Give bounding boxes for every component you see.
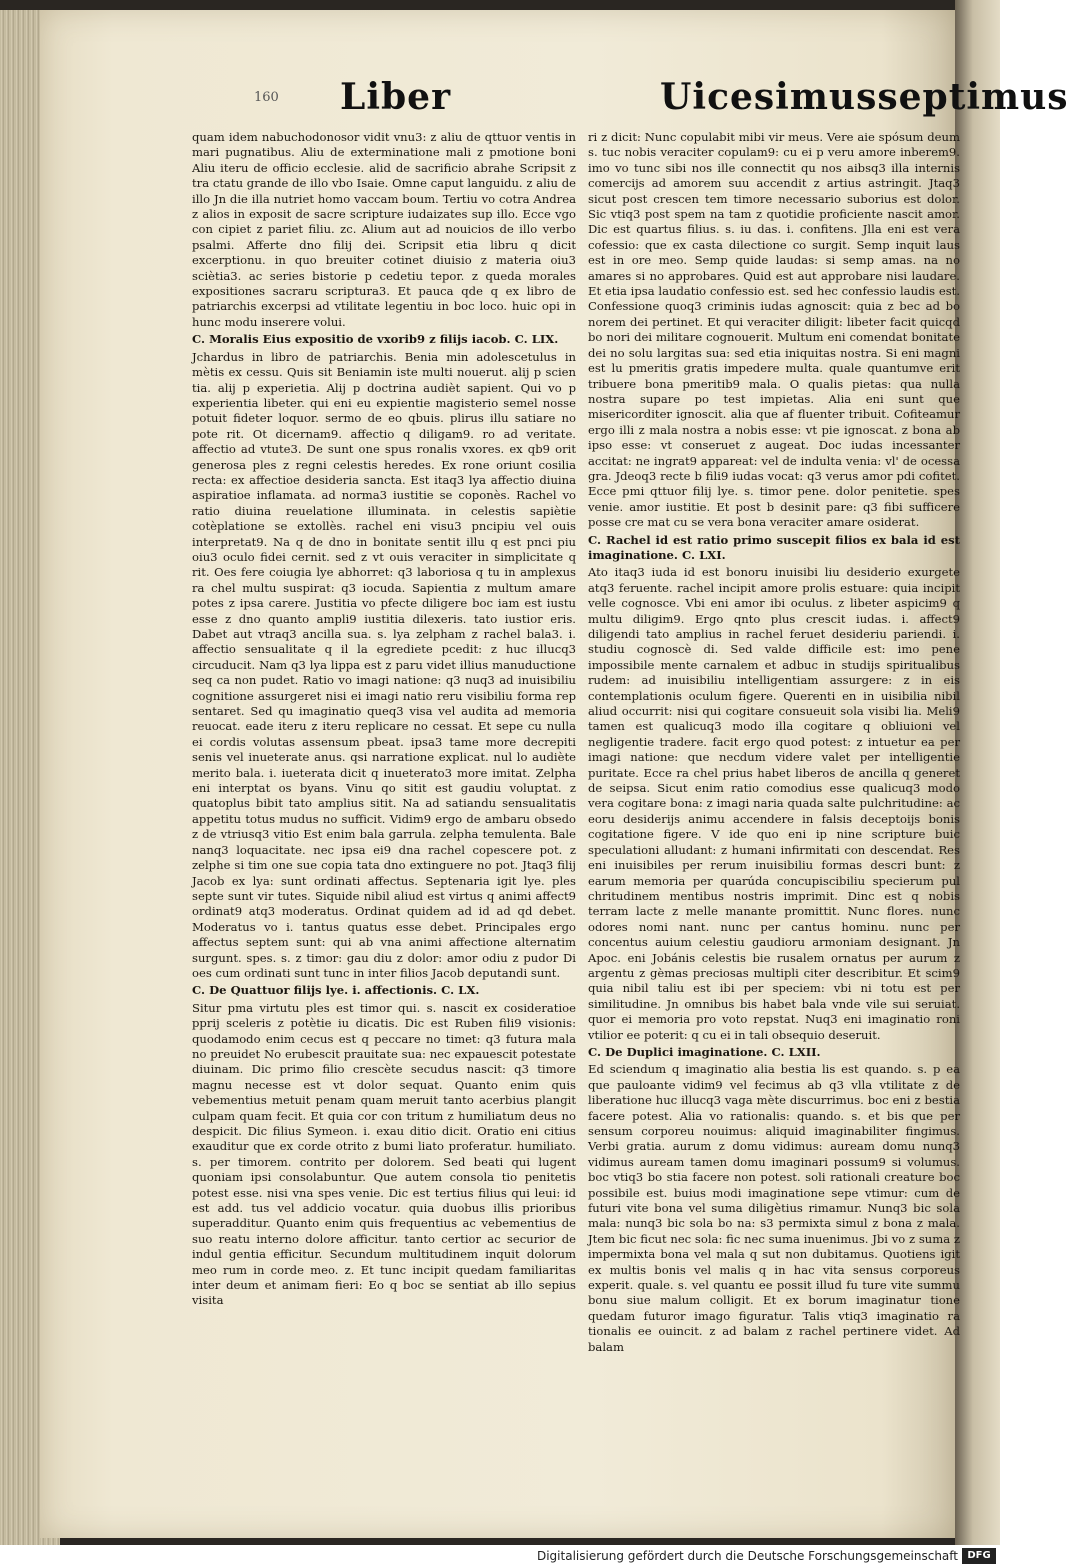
- dfg-logo-icon: DFG: [962, 1548, 996, 1564]
- left-column: [192, 130, 576, 1309]
- funding-credit: Digitalisierung gefördert durch die Deutsche Forschungsgemeinschaft: [536, 1549, 958, 1563]
- footer-bar: [0, 1545, 1000, 1568]
- book-spine: [955, 0, 1000, 1545]
- paragraph: Ed sciendum q imaginatio alia bestia lis est quando. s. p ea que pauloante vidim9 vel fecimus ab q3 vlla vtilitate z de liberatione huc illucq3 vaga mète discurrimus. boc eni z bestia facere potest. Alia vo rationalis: quando. s. et bis que per sensum corporeu nouimus: aliquid imaginabiliter fingimus. Verbi gratia. aurum z domu vidimus: auream domu nunq3 vidimus auream tamen domu imaginari possum9 si volumus. boc vtiq3 bo stia facere non potest. soli rationali creature boc possibile est. buius modi imaginatione sepe vtimur: cum de futuri vite bona vel suma diligètius rimamur. Nunq3 bic sola mala: nunq3 bic sola bo na: s3 permixta simul z bona z mala. Jtem bic ficut nec sola: fic nec suma inuenimus. Jbi vo z suma z impermixta bona vel mala q sut non dubitamus. Quotiens igit ex multis bonis vel malis q in hac vita sensus corporeus experit. quale. s. vel quantu ee possit illud fu ture vite summu bonu siue malum colligit. Et ex borum imaginatur tione quedam futuror imago figuratur. Talis vtiq3 imaginatio ra tionalis ee ouincit. z ad balam z rachel pertinere videt. Ad balam: [588, 1062, 960, 1354]
- running-head-left: Liber: [340, 76, 452, 118]
- chapter-heading: C. Rachel id est ratio primo suscepit filios ex bala id est imaginatione. C. LXI.: [588, 532, 960, 562]
- running-head: [190, 76, 1069, 126]
- paragraph: ri z dicit: Nunc copulabit mibi vir meus. Vere aie spósum deum s. tuc nobis veraciter copulam9: cu ei p veru amore inberem9. imo vo tunc sibi nos ille connectit qu nos aibsq3 illa internis comercijs ad amorem suu accendit z artius astringit. Jtaq3 sicut post crescen tem timore necessario suborius est dolor. Sic vtiq3 post spem na tam z quotidie proficiente nascit amor. Dic est quartus filius. s. iu das. i. confitens. Jlla eni est vera cofessio: que ex casta dilectione co surgit. Semp inquit laus est in ore meo. Semp quide laudas: si semp amas. na no amares si no approbares. Quid est aut approbare nisi laudare. Et etia ipsa laudatio confessio est. sed hec confessio laudis est. Confessione quoq3 criminis iudas agnoscit: quia z bec ad bo norem dei pertinet. Et qui veraciter diligit: libeter facit quicqd bo nori dei militare cognouerit. Multum eni comendat bonitate dei no solu largitas sua: sed etia iniquitas nostra. Si eni magni est lu pmeritis gratis impedere multa. quale quantumve erit tribuere bona pmeritib9 mala. O qualis pietas: qua nulla nostra supare po test impietas. Alia eni sunt que misericorditer ignoscit. alia que af fluenter tribuit. Cofiteamur ergo illi z mala nostra a nobis esse: vt pie ignoscat. z bona ab ipso esse: vt conseruet z augeat. Doc iudas incessanter accitat: ne ingrat9 appareat: vel de indulta venia: vl' de ocessa gra. Jdeoq3 recte b fili9 iudas vocat: q3 verus amor pdi cofitet. Ecce pmi qttuor filij lye. s. timor pene. dolor penitetie. spes venie. amor iustitie. Et post b desinit pare: q3 fibi sufficere posse cre mat cu se vera bona veraciter amare osiderat.: [588, 130, 960, 530]
- right-column: [588, 130, 960, 1355]
- paragraph: Jchardus in libro de patriarchis. Benia min adolescetulus in mètis ex cessu. Quis sit Beniamin iste multi nouerut. alij p scien tia. alij p experietia. Alij p doctrina audièt sapient. Qui vo p experientia libeter. qui eni eu expientie magisterio semel nosse potuit fideter loquor. sermo de eo qbuis. plirus illu satiare no pote rit. Ot dicernam9. affectio q diligam9. ro ad veritate. affectio ad vtute3. De sunt one spus ronalis vxores. ex qb9 orit generosa ples z regni celestis heredes. Ex rone oriunt cosilia recta: ex affectioe desideria sancta. Est itaq3 lya affectio diuina aspiratioe inflamata. ad norma3 iustitie se coponès. Rachel vo ratio diuina reuelatione illuminata. in celestis sapiètie cotèplatione se extollès. rachel eni visu3 pncipiu vel ouis interpretat9. Na q de dno in bonitate sentit illu q est pnci piu oiu3 oculo fidei cernit. sed z vt ouis veraciter in simplicitate q rit. Oes fere coiugia lye abhorret: q3 laboriosa q tu in amplexus ra chel multu suspirat: q3 iocuda. Sapientia z multum amare potes z ipsa carere. Justitia vo pfecte diligere boc iam est iustu esse z dno quanto ampli9 iustitia dilexeris. tato iustior eris. Dabet aut vtraq3 ancilla sua. s. lya zelpham z rachel bala3. i. affectio sensualitate q il la egrediete pcedit: z huc illucq3 circuducit. Nam q3 lya lippa est z paru videt illius manuductione seq ca non pudet. Ratio vo imagi natione: q3 nuq3 ad inuisibiliu cognitione assurgeret nisi ei imagi natio reru visibiliu forma rep sentaret. Sed qu imaginatio queq3 visa vel audita ad memoria reuocat. eade iteru z iteru replicare no cessat. Et sepe cu nulla ei cordis volutas assensum pbeat. ipsa3 tame more decrepiti senis vel inueterate anus. qsi narratione explicat. nul lo audiète merito bala. i. iueterata dicit q inueterato3 more imitat. Zelpha eni interptat os byans. Vinu qo sitit est gaudiu voluptat. z quatoplus bibit tato amplius sitit. Na ad satiandu sensualitatis appetitu totus mudus no sufficit. Vidim9 ergo de ambaru obsedo z de vtriusq3 vitio Est enim bala garrula. zelpha temulenta. Bale nanq3 loquacitate. nec ipsa ei9 dna rachel copescere pot. z zelphe si tim one sue copia tata dno extinguere no pot. Jtaq3 filij Jacob ex lya: sunt ordinati affectus. Septenaria igit lye. ples septe sunt vir tutes. Siquide nibil aliud est virtus q animi affect9 ordinat9 atq3 moderatus. Ordinat quidem ad id ad qd debet. Moderatus vo i. tantus quatus esse debet. Principales ergo affectus septem sunt: qui ab vna animi affectione alternatim surgunt. spes. s. z timor: gau diu z dolor: amor odiu z pudor Di oes cum ordinati sunt tunc in inter filios Jacob deputandi sunt.: [192, 349, 576, 980]
- chapter-heading: C. De Quattuor filijs lye. i. affectionis. C. LX.: [192, 983, 480, 998]
- paragraph: Ato itaq3 iuda id est bonoru inuisibi liu desiderio exurgete atq3 feruente. rachel incipit amore prolis estuare: quia incipit velle cognosce. Vbi eni amor ibi oculus. z libeter aspicim9 q multu diligim9. Ergo qnto plus crescit iudas. i. affect9 diligendi tato amplius in rachel feruet desideriu pariendi. i. studiu cognoscè di. Sed valde difficile est: imo pene impossibile mente carnalem et adbuc in studijs spiritualibus rudem: ad inuisibiliu intelligentiam assurgere: z in eis contemplationis oculum figere. Querenti en in uisibilia nibil aliud occurrit: nisi qui cogitare consueuit sola visibi lia. Meli9 tamen est qualicuq3 modo illa cogitare q obliuioni vel negligentie tradere. facit ergo quod potest: z intuetur ea per imagi natione: que necdum videre valet per intelligentie puritate. Ecce ra chel prius habet liberos de ancilla q generet de seipsa. Sicut enim ratio comodius esse qualicuq3 modo vera cogitare bona: z imagi naria quada salte pulchritudine: ac eoru desiderijs animu accendere in falsis deceptoijs bonis cogitatione figere. V ide quo eni ip nine scripture buic speculationi alludant: z humani infirmitati con descendat. Res eni inuisibiles per rerum inuisibiliu formas descri bunt: z earum memoria per quarúda concupiscibiliu specierum pul chritudinem mentibus nostris imprimit. Dinc est q nobis terram lacte z melle manante promittit. Nunc flores. nunc odores nomi nant. nunc per cantus hominu. nunc per concentus auium celestiu gaudioru armoniam designant. Jn Apoc. eni Jobánis celestis bie rusalem ornatus per aurum z argentu z gèmas preciosas multipli citer describitur. Et scim9 quia nibil taliu est ibi per speciem: vbi ni totu est per similitudine. Jn omnibus bis habet bala vnde vile sui seruiat. quor ei memoria pro voto repstat. Nuq3 eni imaginatio roni vtilior ee poterit: q cu ei in tali obsequio deseruit.: [588, 565, 960, 1042]
- chapter-heading: C. Moralis Eius expositio de vxorib9 z filijs iacob. C. LIX.: [192, 332, 559, 347]
- paragraph: quam idem nabuchodonosor vidit vnu3: z aliu de qttuor ventis in mari pugnatibus. Aliu de exterminatione mali z pmotione boni Aliu iteru de officio ecclesie. alid de sacrificio abrahe Scripsit z tra ctatu grande de illo vbo Isaie. Omne caput languidu. z aliu de illo Jn die illa nutriet homo vaccam boum. Tertiu vo cotra Andrea z alios in exposit de sacre scripture iudaizates sup illo. Ecce vgo con cipiet z pariet filiu. zc. Alium aut ad nouicios de illo verbo psalmi. Afferte dno filij dei. Scripsit etia libru q dicit excerptionu. in quo breuiter cotinet diuisio z materia oiu3 sciètia3. ac series bistorie p cedetiu tepor. z queda morales expositiones sacraru scriptura3. Et pauca qde q ex libro de patriarchis excerpsi ad vtilitate legentiu in boc loco. huic opi in hunc modu inserere volui.: [192, 130, 576, 329]
- folio-number: 160: [254, 90, 279, 105]
- running-head-right: Uicesimusseptimus: [660, 76, 1069, 118]
- paragraph: Situr pma virtutu ples est timor qui. s. nascit ex cosideratioe pprij sceleris z potètie iu dicatis. Dic est Ruben fili9 visionis: quodamodo enim cecus est q peccare no timet: q3 futura mala no preuidet No erubescit prauitate sua: nec expauescit potestate diuinam. Dic primo filio crescète secudus nascit: q3 timore magnu necesse est vt dolor sequat. Quanto enim quis vebementius metuit penam quam meruit tanto acerbius plangit culpam quam fecit. Et quia cor con tritum z humiliatum deus no despicit. Dic filius Symeon. i. exau ditio dicit. Oratio eni citius exauditur que ex corde otrito z bumi liato proferatur. humiliato. s. per timorem. contrito per dolorem. Sed beati qui lugent quoniam ipsi consolabuntur. Que autem consola tio penitetis potest esse. nisi vna spes venie. Dic est tertius filius qui leui: id est add. tus vel addicio vocatur. quia duobus illis prioribus superadditur. Quanto enim quis frequentius ac vebementius de suo reatu interno dolore afficitur. tanto certior ac securior de indul gentia efficitur. Secundum multitudinem inquit dolorum meo rum in corde meo. z. Et tunc incipit quedam familiaritas inter deum et animam fieri: Eo q boc se sentiat ab illo sepius visita: [192, 1000, 576, 1308]
- chapter-heading: C. De Duplici imaginatione. C. LXII.: [588, 1044, 821, 1059]
